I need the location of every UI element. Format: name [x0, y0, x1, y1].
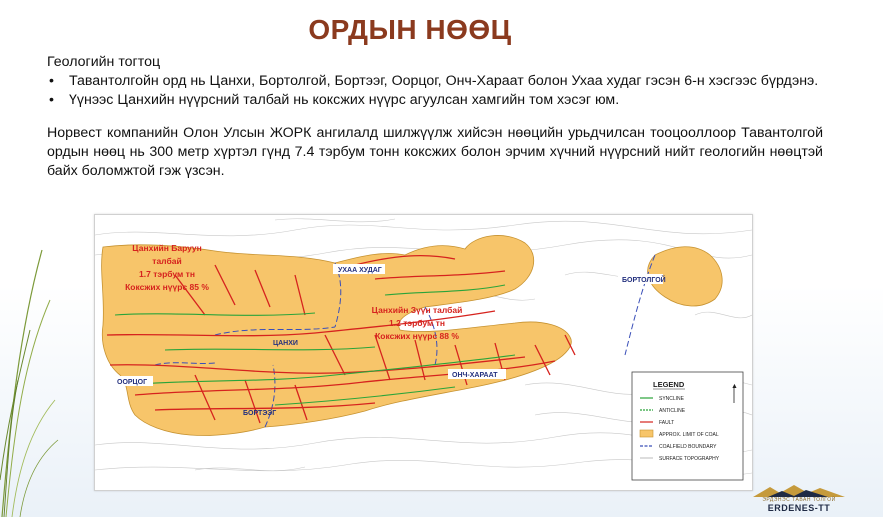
area-label-borteeg: БОРТЭЭГ [243, 410, 277, 417]
svg-text:талбай: талбай [152, 256, 182, 266]
bullet-item: • Үүнээс Цанхийн нүүрсний талбай нь коксжих нүүрс агуулсан хамгийн том хэсэг юм. [47, 91, 823, 110]
svg-text:Цанхийн Баруун: Цанхийн Баруун [132, 243, 202, 253]
legend-item: ANTICLINE [659, 408, 686, 414]
slide-title: ОРДЫН НӨӨЦ [308, 14, 512, 45]
logo-line1: ЭРДЭНЭС ТАВАН ТОЛГОЙ [762, 497, 836, 503]
area-label-onch: ОНЧ-ХАРААТ [452, 372, 498, 379]
logo-line2: ERDENES-TT [767, 503, 831, 513]
slide-body [47, 53, 823, 195]
map-legend [632, 372, 743, 480]
geology-map [94, 214, 753, 491]
area-label-oortsog: ООРЦОГ [117, 379, 148, 386]
area-label-ukhaa: УХАА ХУДАГ [338, 267, 382, 274]
subheading: Геологийн тогтоц [47, 54, 161, 70]
legend-item: SYNCLINE [659, 396, 685, 402]
svg-text:1.7 тэрбум тн: 1.7 тэрбум тн [139, 269, 195, 279]
paragraph: Норвест компанийн Олон Улсын ЖОРК ангилалд шилжүүлж хийсэн нөөцийн урьдчилсан тооцооллоор Тавантолгой ордын нөөц нь 300 метр хүртэл гүнд 7.4 тэрбум тонн коксжих болон эрчим хүчний нүүрсний нийт геологийн нөөцтэй байх боломжтой гэж үзсэн. [47, 125, 823, 179]
area-label-bortolgoi: БОРТОЛГОЙ [622, 277, 666, 284]
svg-text:Цанхийн Зүүн талбай: Цанхийн Зүүн талбай [371, 305, 463, 315]
legend-item: SURFACE TOPOGRAPHY [659, 456, 720, 462]
north-arrow-icon: ▲ [731, 383, 738, 390]
geology-map-svg [95, 215, 752, 490]
bullet-item: • Тавантолгойн орд нь Цанхи, Бортолгой, Бортээг, Оорцог, Онч-Хараат болон Ухаа худаг гэсэн 6-н хэсгээс бүрдэнэ. [47, 72, 823, 91]
legend-item: FAULT [659, 420, 675, 426]
svg-text:1.2 тэрбум тн: 1.2 тэрбум тн [389, 318, 445, 328]
svg-text:Коксжих нүүрс 88 %: Коксжих нүүрс 88 % [375, 331, 459, 341]
area-label-tsankhi: ЦАНХИ [273, 340, 298, 347]
legend-title: LEGEND [653, 380, 685, 389]
mountain-logo-icon [748, 484, 850, 498]
company-logo [748, 484, 850, 514]
svg-text:Коксжих нүүрс 85 %: Коксжих нүүрс 85 % [125, 282, 209, 292]
legend-item: COALFIELD BOUNDARY [659, 444, 717, 450]
bullet-list [47, 72, 823, 110]
legend-item: APPROX. LIMIT OF COAL [659, 432, 719, 438]
